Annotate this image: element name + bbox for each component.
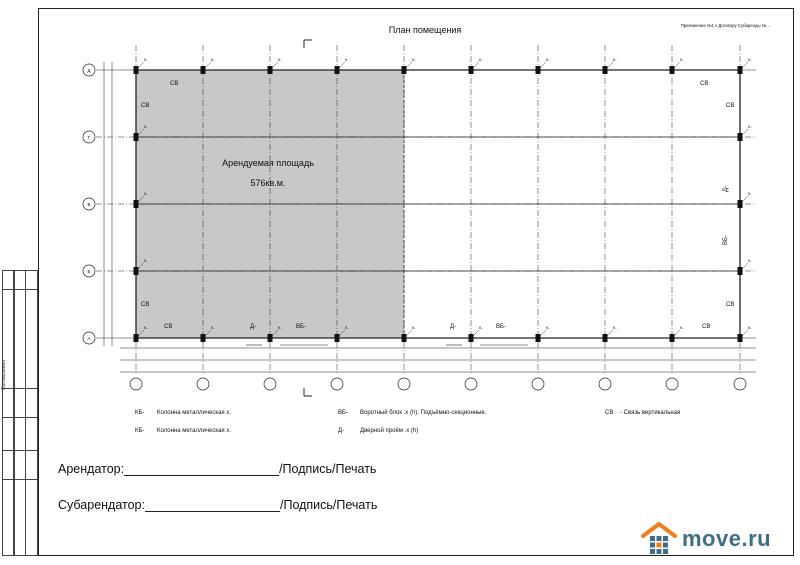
logo-grid-square [663,536,668,541]
move-ru-logo[interactable] [640,522,771,556]
brace-label: СВ [141,103,150,109]
column-tag: К- [144,325,148,330]
door-label: Д- [723,185,729,192]
column-axis-bubble [465,378,477,390]
column-tag: К- [479,57,483,62]
column-axis-bubble [197,378,209,390]
row-axis-label: В [87,202,91,207]
tenant-signature-suffix: /Подпись/Печать [279,462,377,476]
house-grid-icon [640,522,678,556]
logo-grid-square [650,543,655,548]
subtenant-label: Субарендатор: [58,498,145,512]
column-axis-bubble [331,378,343,390]
door-label: Д- [450,324,457,330]
column-tag: К- [211,325,215,330]
column-axis-bubble [599,378,611,390]
column-tag: К- [345,325,349,330]
column-tag: К- [144,57,148,62]
legend-kb1-code: КБ- [135,410,145,416]
brace-label: СВ [170,81,179,87]
tenant-label: Арендатор: [58,462,125,476]
brace-label: СВ [141,302,150,308]
brace-label: СВ [726,302,735,308]
column-tag: К- [278,325,282,330]
brace-label: СВ [702,324,711,330]
column-tag: К- [748,325,752,330]
tenant-signature-line[interactable] [124,475,279,476]
column-tag: К- [748,124,752,129]
column-tag: К- [144,258,148,263]
column-tag: К- [546,57,550,62]
door-label: Д- [250,324,257,330]
row-axis-label: Г [87,135,91,140]
logo-text: move.ru [682,526,772,551]
subtenant-signature-suffix: /Подпись/Печать [279,498,378,512]
subtenant-signature-line[interactable] [145,511,280,512]
column-tag: К- [211,57,215,62]
tenant-signature-row [58,462,376,476]
subtenant-signature-row [58,498,377,512]
logo-grid-square [657,536,662,541]
column-axis-bubble [666,378,678,390]
legend-d-text: Дверной проём .х (h) [360,428,419,434]
row-axis-label: А [87,336,91,341]
legend-sv-code: СВ [605,410,614,416]
column-tag: К- [144,191,148,196]
row-axis-label: Б [87,269,91,274]
gate-label: ВБ- [296,324,306,330]
legend-sv-text: - Связь вертикальная [620,410,681,416]
legend-kb2-code: КБ- [135,428,145,434]
column-tag: К- [748,57,752,62]
logo-grid-square [657,549,662,554]
legend-vb-text: Воротный блок .х (h). Подъёмно-секционные. [360,410,487,416]
gate-label: ВБ- [723,235,729,245]
column-tag: К- [412,325,416,330]
column-tag: К- [748,258,752,263]
section-mark-top [304,40,312,48]
legend-d-code: Д- [338,428,345,434]
column-tag: К- [546,325,550,330]
legend-kb2-text: Колонна металлическая х. [157,428,232,434]
row-axis-label: Д [87,68,91,73]
logo-grid-square [657,543,662,548]
column-tag: К- [412,57,416,62]
column-tag: К- [680,57,684,62]
rented-area-label: Арендуемая площадь [222,158,314,168]
column-tag: К- [278,57,282,62]
column-tag: К- [613,325,617,330]
brace-label: СВ [726,103,735,109]
approved-label: Согласовано [1,359,7,391]
column-axis-bubble [532,378,544,390]
column-axis-bubble [398,378,410,390]
column-tag: К- [345,57,349,62]
legend-kb1-text: Колонна металлическая х. [157,410,232,416]
column-tag: К- [680,325,684,330]
logo-grid-square [663,549,668,554]
column-tag: К- [748,191,752,196]
page-title: План помещения [388,25,462,35]
logo-grid-square [650,549,655,554]
column-tag: К- [144,124,148,129]
column-tag: К- [613,57,617,62]
brace-label: СВ [700,81,709,87]
brace-label: СВ [164,324,173,330]
gate-label: ВБ- [496,324,506,330]
column-axis-bubble [264,378,276,390]
logo-grid-square [663,543,668,548]
appendix-note: Приложение №1 к Договору Субаренды №... [680,23,770,28]
column-axis-bubble [734,378,746,390]
column-tag: К- [479,325,483,330]
legend-vb-code: ВБ- [338,410,348,416]
rented-area-size: 576кв.м. [250,178,286,188]
logo-grid-square [650,536,655,541]
section-mark-bottom [304,388,312,396]
column-axis-bubble [130,378,142,390]
